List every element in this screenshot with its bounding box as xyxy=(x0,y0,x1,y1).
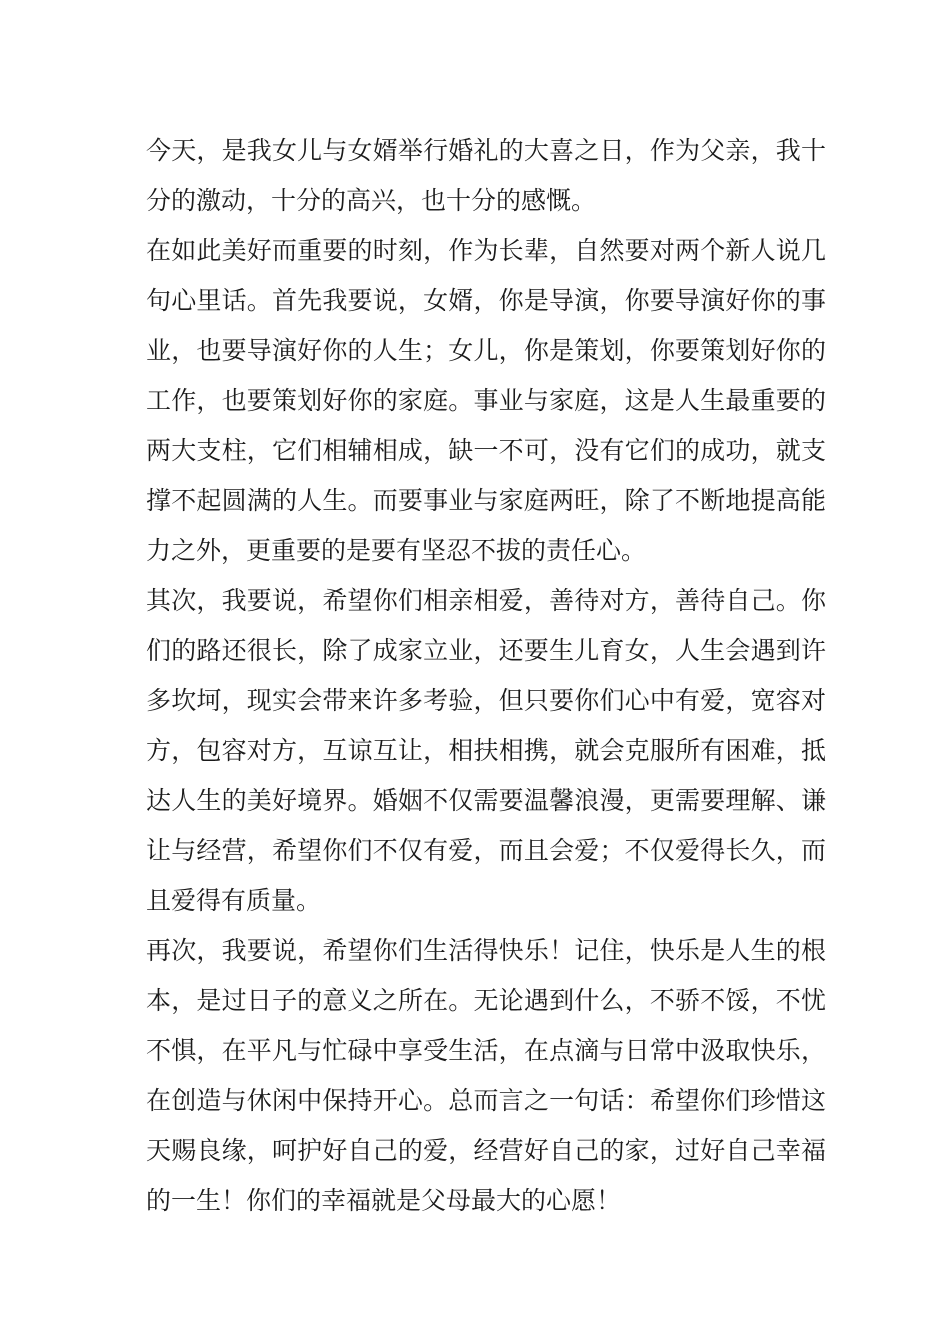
paragraph-happiness: 再次，我要说，希望你们生活得快乐！记住，快乐是人生的根本，是过日子的意义之所在。无论遇到什么，不骄不馁，不忧不惧，在平凡与忙碌中享受生活，在点滴与日常中汲取快乐，在创造与休闲中保持开心。总而言之一句话：希望你们珍惜这天赐良缘，呵护好自己的爱，经营好自己的家，过好自己幸福的一生！你们的幸福就是父母最大的心愿！ xyxy=(146,936,826,1215)
speech-body xyxy=(146,126,826,1226)
paragraph-opening: 今天，是我女儿与女婿举行婚礼的大喜之日，作为父亲，我十分的激动，十分的高兴，也十分的感慨。 xyxy=(146,136,826,215)
paragraph-career-family: 在如此美好而重要的时刻，作为长辈，自然要对两个新人说几句心里话。首先我要说，女婿，你是导演，你要导演好你的事业，也要导演好你的人生；女儿，你是策划，你要策划好你的工作，也要策划好你的家庭。事业与家庭，这是人生最重要的两大支柱，它们相辅相成，缺一不可，没有它们的成功，就支撑不起圆满的人生。而要事业与家庭两旺，除了不断地提高能力之外，更重要的是要有坚忍不拔的责任心。 xyxy=(146,236,826,565)
paragraph-love: 其次，我要说，希望你们相亲相爱，善待对方，善待自己。你们的路还很长，除了成家立业，还要生儿育女，人生会遇到许多坎坷，现实会带来许多考验，但只要你们心中有爱，宽容对方，包容对方，互谅互让，相扶相携，就会克服所有困难，抵达人生的美好境界。婚姻不仅需要温馨浪漫，更需要理解、谦让与经营，希望你们不仅有爱，而且会爱；不仅爱得长久，而且爱得有质量。 xyxy=(146,586,826,915)
